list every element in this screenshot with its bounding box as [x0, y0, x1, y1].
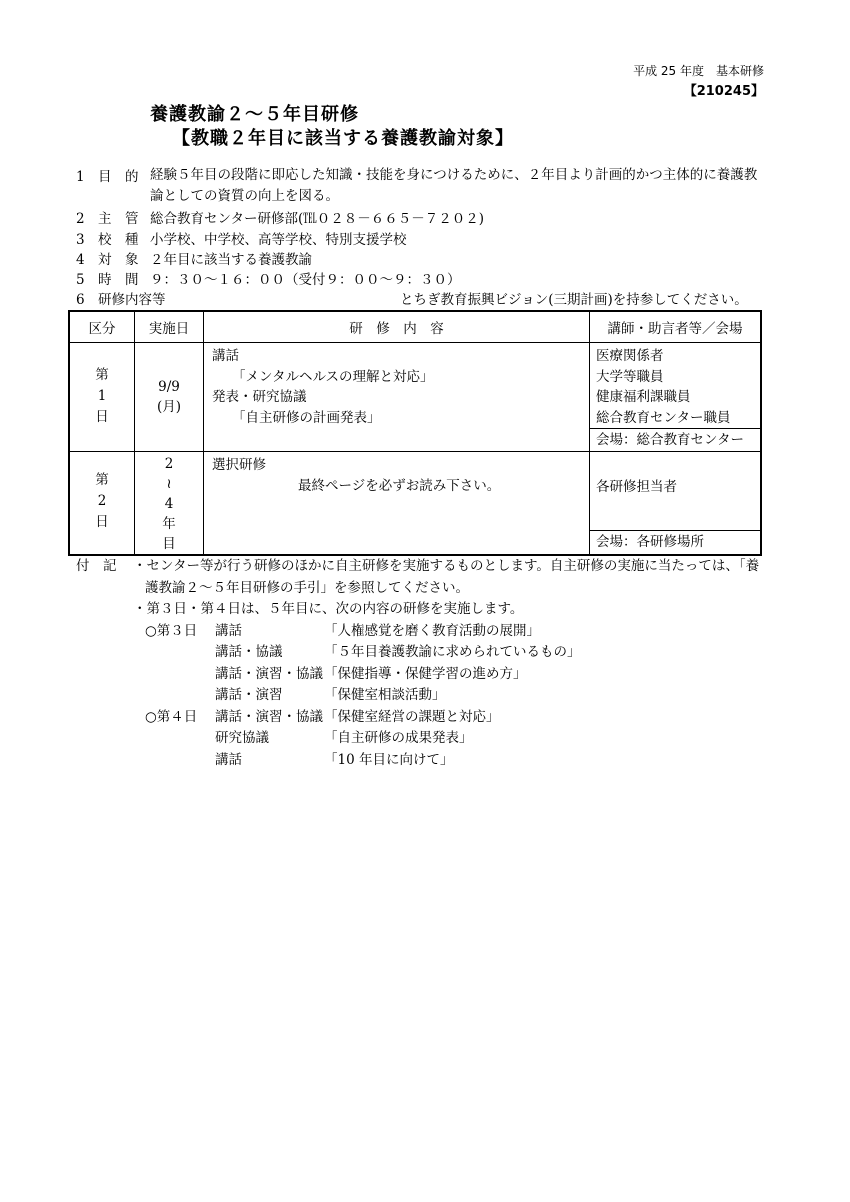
fiscal-year-label: 平成 25 年度 基本研修	[633, 64, 764, 78]
note-bullet-1-cont: 護教諭２～５年目研修の手引」を参照してください。	[145, 579, 469, 596]
info-target: 4 対 象 ２年目に該当する養護教諭	[76, 252, 312, 268]
page-subtitle: 【教職２年目に該当する養護教諭対象】	[172, 128, 514, 149]
table-row-day1	[69, 343, 761, 452]
page-title: 養護教諭２～５年目研修	[150, 104, 359, 125]
info-purpose-label: 1 目 的	[76, 169, 139, 185]
course-code: 【210245】	[683, 84, 764, 99]
header-staff: 講師・助言者等／会場	[590, 311, 762, 343]
info-contents-note: とちぎ教育振興ビジョン(三期計画)を持参してください。	[400, 292, 748, 308]
header-kubun: 区分	[69, 311, 135, 343]
header-content: 研 修 内 容	[204, 311, 590, 343]
table-header-row	[69, 311, 761, 343]
day1-staff-cell	[590, 343, 762, 452]
day2-content: 選択研修 最終ページを必ずお読み下さい。	[204, 452, 590, 556]
info-contents-label: 6 研修内容等	[76, 292, 166, 308]
day1-kubun: 第 1 日	[69, 343, 135, 452]
info-purpose-text: 経験５年目の段階に即応した知識・技能を身につけるために、２年目より計画的かつ主体的に養護教 論としての資質の向上を図る。	[150, 167, 758, 204]
day2-staff: 各研修担当者	[596, 479, 677, 495]
header-date: 実施日	[135, 311, 204, 343]
day2-staff-cell	[590, 452, 762, 556]
schedule-table	[68, 310, 762, 556]
note-bullet-1: ・センター等が行う研修のほかに自主研修を実施するものとします。自主研修の実施に当たっては、「養	[133, 558, 760, 574]
info-time: 5 時 間 ９：３０～１６：００（受付９：００～９：３０）	[76, 272, 461, 288]
day1-venue: 会場：総合教育センター	[590, 428, 760, 451]
note-bullet-2: ・第３日・第４日は、５年目に、次の内容の研修を実施します。	[133, 601, 524, 617]
table-row-day2	[69, 452, 761, 556]
notes-label: 付 記	[76, 558, 117, 574]
day2-kubun: 第 2 日	[69, 452, 135, 556]
day1-content: 講話 「メンタルヘルスの理解と対応」 発表・研究協議 「自主研修の計画発表」	[204, 343, 590, 452]
info-organizer: 2 主 管 総合教育センター研修部(℡０２８－６６５－７２０２)	[76, 211, 484, 227]
day2-date: 2 ≀ 4 年 目	[135, 452, 204, 556]
day2-venue: 会場：各研修場所	[590, 530, 760, 553]
info-school-type: 3 校 種 小学校、中学校、高等学校、特別支援学校	[76, 232, 407, 248]
day1-staff-list: 医療関係者 大学等職員 健康福利課職員 総合教育センター職員	[596, 348, 731, 426]
day1-date: 9/9 (月)	[135, 343, 204, 452]
